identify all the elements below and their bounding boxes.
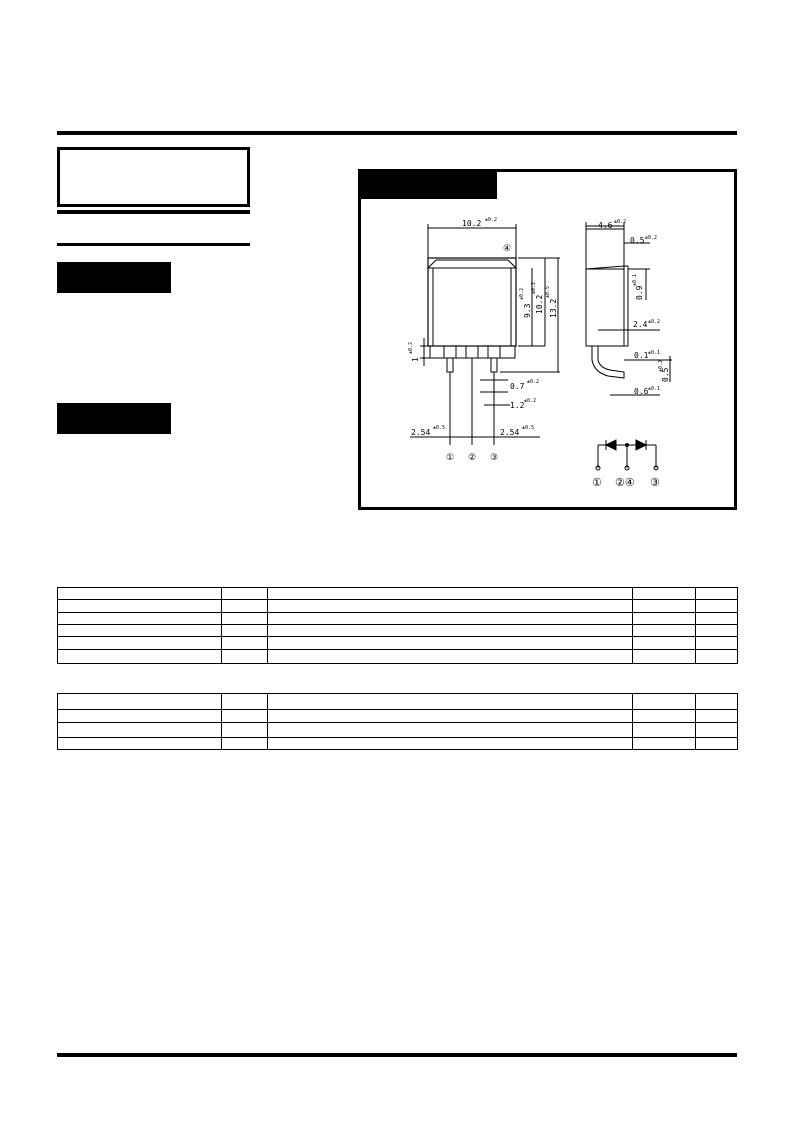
svg-text:1.2: 1.2: [510, 401, 525, 410]
svg-text:0.6: 0.6: [634, 387, 649, 396]
svg-text:±0.1: ±0.1: [632, 273, 638, 286]
table-row: [58, 625, 738, 637]
table-row: [58, 650, 738, 664]
package-side-body: [586, 229, 624, 269]
dim-width: 10.2: [462, 219, 482, 228]
table-row: [58, 588, 738, 600]
svg-text:±0.5: ±0.5: [433, 425, 446, 431]
svg-text:0.5: 0.5: [630, 236, 645, 245]
table-row: [58, 694, 738, 710]
pin-label-2: ②: [468, 453, 477, 463]
circuit-pin-24: ②④: [615, 476, 635, 489]
ratings-table: [57, 587, 738, 664]
package-body-front: [428, 258, 516, 346]
svg-text:10.2: 10.2: [535, 294, 544, 314]
diode-2-icon: [636, 440, 646, 450]
pin-label-3: ③: [490, 453, 499, 463]
table-row: [58, 637, 738, 650]
svg-text:±0.2: ±0.2: [658, 359, 664, 372]
svg-text:±0.2: ±0.2: [524, 398, 537, 404]
tab-pin-label: ④: [503, 244, 512, 254]
package-tab-chamfer: [428, 260, 516, 268]
svg-text:9.3: 9.3: [523, 303, 532, 318]
table-row: [58, 723, 738, 738]
table-row: [58, 738, 738, 750]
svg-text:±0.2: ±0.2: [485, 217, 498, 223]
table-row: [58, 600, 738, 613]
table-row: [58, 613, 738, 625]
svg-text:±0.5: ±0.5: [522, 425, 535, 431]
svg-text:±0.2: ±0.2: [648, 319, 661, 325]
circuit-pin-1: ①: [592, 476, 602, 489]
svg-text:±0.2: ±0.2: [408, 341, 414, 354]
svg-text:±0.2: ±0.2: [519, 287, 525, 300]
lead-3: [491, 358, 497, 372]
svg-text:13.2: 13.2: [549, 298, 558, 318]
svg-text:±0.2: ±0.2: [645, 235, 658, 241]
svg-text:±0.2: ±0.2: [527, 379, 540, 385]
svg-text:±0.1: ±0.1: [648, 386, 661, 392]
svg-text:±0.1: ±0.1: [648, 350, 661, 356]
svg-text:±0.2: ±0.2: [531, 281, 537, 294]
characteristics-table: [57, 693, 738, 750]
lead-1: [447, 358, 453, 372]
svg-text:2.4: 2.4: [633, 320, 648, 329]
svg-text:0.9: 0.9: [635, 285, 644, 300]
svg-text:±0.2: ±0.2: [614, 219, 627, 225]
pin-label-1: ①: [446, 453, 455, 463]
package-inner-body: [433, 268, 511, 346]
diode-1-icon: [606, 440, 616, 450]
circuit-pin-3: ③: [650, 476, 660, 489]
svg-text:0.7: 0.7: [510, 382, 525, 391]
svg-text:2.54: 2.54: [411, 428, 431, 437]
table-row: [58, 710, 738, 723]
side-lead: [592, 346, 624, 378]
svg-text:2.54: 2.54: [500, 428, 520, 437]
svg-text:±0.5: ±0.5: [545, 285, 551, 298]
svg-text:4.6: 4.6: [598, 221, 613, 230]
svg-text:1: 1: [411, 357, 420, 362]
svg-text:0.5: 0.5: [661, 367, 670, 382]
svg-text:0.1: 0.1: [634, 351, 649, 360]
